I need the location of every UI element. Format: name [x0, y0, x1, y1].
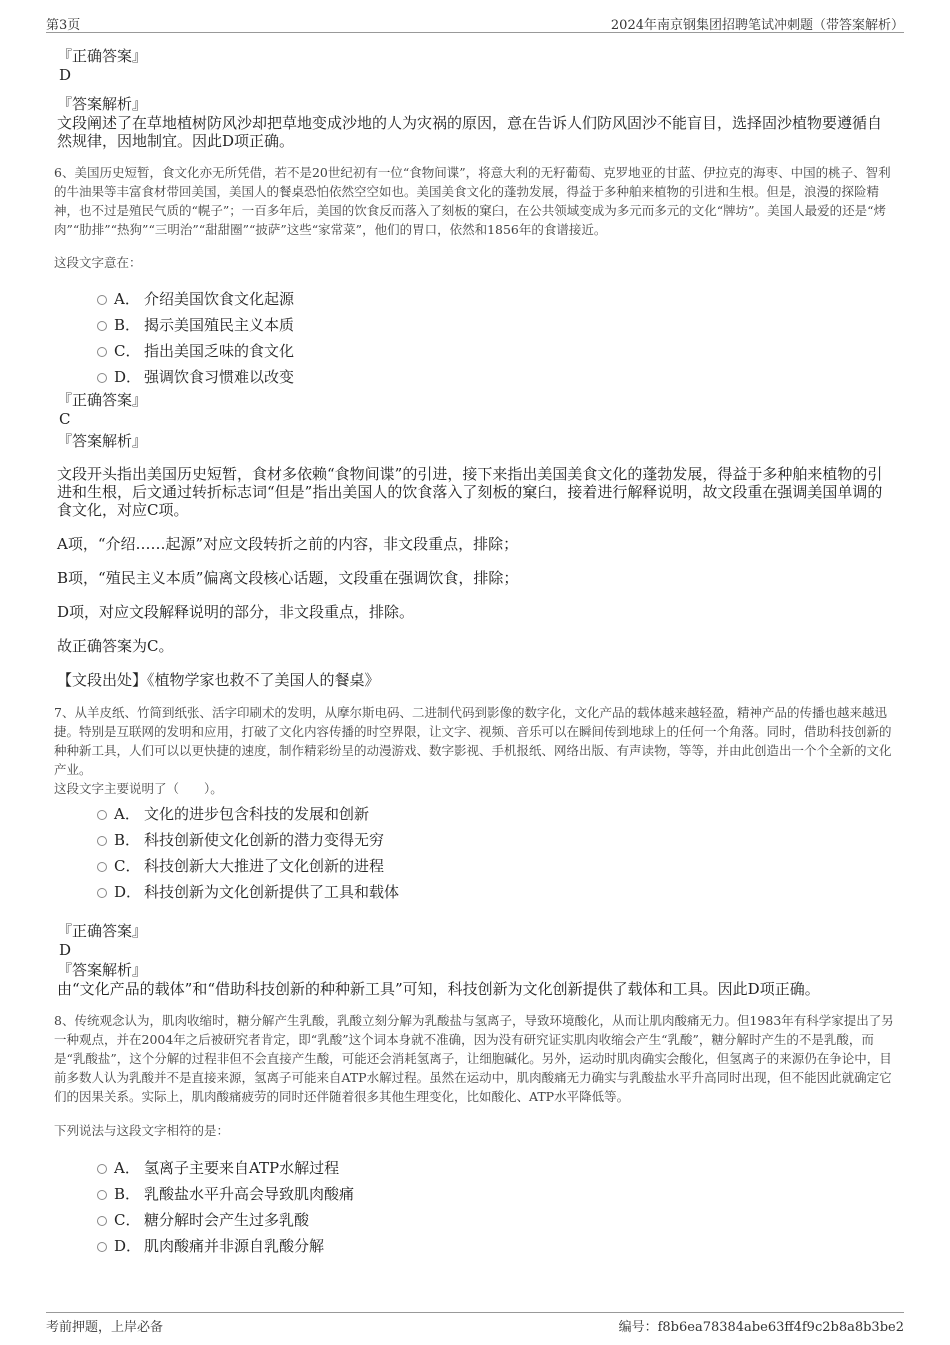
- radio-icon[interactable]: [97, 836, 107, 846]
- page-number: 第3页: [46, 18, 81, 33]
- question-6-prompt: 这段文字意在：: [54, 255, 142, 270]
- radio-icon[interactable]: [97, 1242, 107, 1252]
- analysis-text: 故正确答案为C。: [57, 637, 174, 655]
- option-a[interactable]: A． 文化的进步包含科技的发展和创新: [57, 801, 893, 827]
- analysis-text: 由“文化产品的载体”和“借助科技创新的种种新工具”可知，科技创新为文化创新提供了载体和工具。因此D项正确。: [57, 980, 820, 998]
- question-6-text: 6、美国历史短暂，食文化亦无所凭借，若不是20世纪初有一位“食物间谍”，将意大利的无籽葡萄、克罗地亚的甘蓝、伊拉克的海枣、中国的桃子、智利的牛油果等丰富食材带回美国，美国人的餐桌恐怕依然空空如也。美国美食文化的蓬勃发展，得益于多种舶来植物的引进和生根。但是，浪漫的探险精神，也不过是殖民气质的“幌子”；一百多年后，美国的饮食反而落入了刻板的窠臼，在公共领域变成为多元而多元的文化“牌坊”。美国人最爱的还是“烤肉”“肋排”“热狗”“三明治”“甜甜圈”“披萨”这些“家常菜”，他们的胃口，依然和1856年的食谱接近。: [54, 165, 891, 237]
- answer-label: 『正确答案』: [57, 922, 148, 940]
- option-d[interactable]: D． 科技创新为文化创新提供了工具和载体: [57, 879, 893, 905]
- question-8-prompt: 下列说法与这段文字相符的是：: [54, 1123, 230, 1138]
- footer-slogan: 考前押题，上岸必备: [46, 1320, 164, 1335]
- option-c[interactable]: C． 指出美国乏味的食文化: [57, 338, 893, 364]
- option-a[interactable]: A． 氢离子主要来自ATP水解过程: [57, 1155, 893, 1181]
- radio-icon[interactable]: [97, 1190, 107, 1200]
- option-b[interactable]: B． 科技创新使文化创新的潜力变得无穷: [57, 827, 893, 853]
- source-citation: 【文段出处】《植物学家也救不了美国人的餐桌》: [57, 671, 380, 689]
- document-title: 2024年南京钢集团招聘笔试冲刺题（带答案解析）: [610, 18, 904, 33]
- option-a[interactable]: A． 介绍美国饮食文化起源: [57, 286, 893, 312]
- radio-icon[interactable]: [97, 347, 107, 357]
- correct-answer: D: [59, 941, 72, 959]
- radio-icon[interactable]: [97, 888, 107, 898]
- radio-icon[interactable]: [97, 373, 107, 383]
- option-b[interactable]: B． 揭示美国殖民主义本质: [57, 312, 893, 338]
- analysis-label: 『答案解析』: [57, 432, 148, 450]
- question-6-options: [57, 286, 893, 390]
- correct-answer: D: [59, 66, 72, 84]
- option-d[interactable]: D． 强调饮食习惯难以改变: [57, 364, 893, 390]
- question-8-options: [57, 1155, 893, 1259]
- option-c[interactable]: C． 科技创新大大推进了文化创新的进程: [57, 853, 893, 879]
- analysis-label: 『答案解析』: [57, 961, 148, 979]
- question-7-options: [57, 801, 893, 905]
- option-b[interactable]: B． 乳酸盐水平升高会导致肌肉酸痛: [57, 1181, 893, 1207]
- analysis-text: D项，对应文段解释说明的部分，非文段重点，排除。: [57, 603, 415, 621]
- radio-icon[interactable]: [97, 810, 107, 820]
- page-content: [54, 44, 894, 1259]
- option-d[interactable]: D． 肌肉酸痛并非源自乳酸分解: [57, 1233, 893, 1259]
- analysis-text: 文段开头指出美国历史短暂，食材多依赖“食物间谍”的引进，接下来指出美国美食文化的蓬勃发展，得益于多种舶来植物的引进和生根，后文通过转折标志词“但是”指出美国人的饮食落入了刻板的窠臼，接着进行解释说明，故文段重在强调美国单调的食文化，对应C项。: [57, 465, 883, 519]
- question-8-text: 8、传统观念认为，肌肉收缩时，糖分解产生乳酸，乳酸立刻分解为乳酸盐与氢离子，导致环境酸化，从而让肌肉酸痛无力。但1983年有科学家提出了另一种观点，并在2004年之后被研究者肯定，即“乳酸”这个词本身就不准确，因为没有研究证实肌肉收缩会产生“乳酸”，糖分解时产生的不是乳酸，而是“乳酸盐”，这个分解的过程非但不会直接产生酸，可能还会消耗氢离子，让细胞碱化。另外，运动时肌肉确实会酸化，但氢离子的来源仍在争论中，目前多数人认为乳酸并不是直接来源，氢离子可能来自ATP水解过程。虽然在运动中，肌肉酸痛无力确实与乳酸盐水平升高同时出现，但不能因此就确定它们的因果关系。实际上，肌肉酸痛疲劳的同时还伴随着很多其他生理变化，比如酸化、ATP水平降低等。: [54, 1013, 894, 1104]
- question-7-text: 7、从羊皮纸、竹简到纸张、活字印刷术的发明，从摩尔斯电码、二进制代码到影像的数字化，文化产品的载体越来越轻盈，精神产品的传播也越来越迅捷。特别是互联网的发明和应用，打破了文化内容传播的时空界限，让文字、视频、音乐可以在瞬间传到地球上的任何一个角落。同时，借助科技创新的种种新工具，人们可以以更快捷的速度，制作精彩纷呈的动漫游戏、数字影视、手机报纸、网络出版、有声读物，等等，并由此创造出一个个全新的文化产业。: [54, 705, 892, 777]
- correct-answer: C: [59, 410, 71, 428]
- radio-icon[interactable]: [97, 1216, 107, 1226]
- radio-icon[interactable]: [97, 321, 107, 331]
- answer-label: 『正确答案』: [57, 47, 148, 65]
- page-footer: [46, 1312, 904, 1337]
- option-c[interactable]: C． 糖分解时会产生过多乳酸: [57, 1207, 893, 1233]
- analysis-text: A项，“介绍……起源”对应文段转折之前的内容，非文段重点，排除；: [57, 535, 519, 553]
- radio-icon[interactable]: [97, 1164, 107, 1174]
- radio-icon[interactable]: [97, 295, 107, 305]
- analysis-text: 文段阐述了在草地植树防风沙却把草地变成沙地的人为灾祸的原因，意在告诉人们防风固沙不能盲目，选择固沙植物要遵循自然规律，因地制宜。因此D项正确。: [57, 114, 883, 150]
- radio-icon[interactable]: [97, 862, 107, 872]
- analysis-label: 『答案解析』: [57, 95, 148, 113]
- page-header: [46, 10, 904, 33]
- question-7-prompt: 这段文字主要说明了（ ）。: [54, 781, 223, 796]
- analysis-text: B项，“殖民主义本质”偏离文段核心话题，文段重在强调饮食，排除；: [57, 569, 519, 587]
- answer-label: 『正确答案』: [57, 391, 148, 409]
- document-code: 编号：f8b6ea78384abe63ff4f9c2b8a8b3be2: [618, 1320, 904, 1335]
